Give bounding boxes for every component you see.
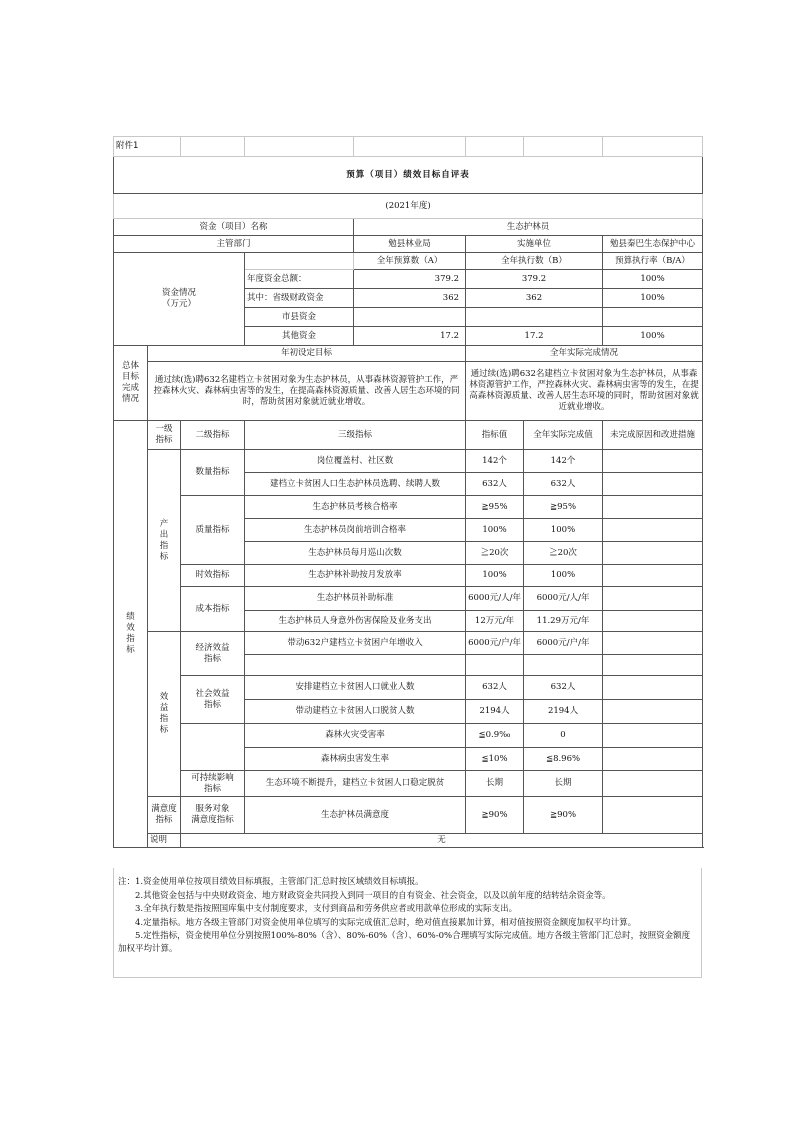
indicator-value: ≧95% <box>466 496 524 519</box>
indicator-name: 安排建档立卡贫困人口就业人数 <box>245 676 466 700</box>
indicator-name: 岗位覆盖村、社区数 <box>245 450 466 473</box>
indicator-actual: 6000元/户/年 <box>524 632 603 655</box>
ecological-indicator-label <box>181 724 245 771</box>
funds-row-name: 年度资金总额： <box>245 270 354 289</box>
level2-header: 二级指标 <box>181 421 245 450</box>
quality-indicator-label: 质量指标 <box>181 496 245 565</box>
indicator-actual: ≦8.96% <box>524 748 603 771</box>
indicator-value: 142个 <box>466 450 524 473</box>
overall-goal-label: 总体 目标 完成 情况 <box>114 346 148 421</box>
department-value: 勉县林业局 <box>354 236 466 253</box>
footnote: 4.定量指标。地方各级主管部门对资金使用单位填写的实际完成值汇总时，绝对值直接累加计算，相对值按照资金额度加权平均计算。 <box>118 917 637 928</box>
indicator-actual: 100% <box>524 519 603 542</box>
funds-row-name: 其他资金 <box>245 327 354 346</box>
execution-rate-column-header: 预算执行率（B/A） <box>603 253 703 270</box>
indicator-value: ≦0.9‰ <box>466 724 524 748</box>
quantity-indicator-label: 数量指标 <box>181 450 245 496</box>
page-title: 预算（项目）绩效目标自评表 <box>114 157 703 194</box>
evaluation-sheet <box>113 136 702 978</box>
sustainable-indicator-label: 可持续影响 指标 <box>181 771 245 797</box>
indicator-value: ≧20次 <box>466 542 524 565</box>
indicator-value-header: 指标值 <box>466 421 524 450</box>
funds-row-budget: 379.2 <box>354 270 466 289</box>
performance-indicators-label: 绩 效 指 标 <box>114 421 148 848</box>
funds-label: 资金情况 （万元） <box>114 253 245 346</box>
indicator-value: ≧90% <box>466 797 524 834</box>
indicator-value: 6000元/人/年 <box>466 587 524 611</box>
actual-completion-header: 全年实际完成情况 <box>466 346 703 362</box>
indicator-actual: 142个 <box>524 450 603 473</box>
funds-row-executed: 362 <box>466 289 603 308</box>
department-label: 主管部门 <box>114 236 354 253</box>
funds-row-rate: 100% <box>603 270 703 289</box>
funds-row-rate: 100% <box>603 289 703 308</box>
funds-row-rate: 100% <box>603 327 703 346</box>
implementing-unit-label: 实施单位 <box>466 236 603 253</box>
funds-row-name: 市县资金 <box>245 308 354 327</box>
service-satisfaction-label: 服务对象 满意度指标 <box>181 797 245 834</box>
indicator-actual: 6000元/人/年 <box>524 587 603 611</box>
indicator-name: 森林病虫害发生率 <box>245 748 466 771</box>
footnote: 2.其他资金包括与中央财政资金、地方财政资金共同投入到同一项目的自有资金、社会资金，以及以前年度的结转结余资金等。 <box>118 890 611 901</box>
indicator-actual: 632人 <box>524 473 603 496</box>
indicator-actual: 100% <box>524 565 603 587</box>
time-indicator-label: 时效指标 <box>181 565 245 587</box>
indicator-name: 森林火灾受害率 <box>245 724 466 748</box>
funds-row-budget <box>354 308 466 327</box>
indicator-actual: ≧20次 <box>524 542 603 565</box>
indicator-actual: 长期 <box>524 771 603 797</box>
indicator-actual: 11.29万元/年 <box>524 611 603 632</box>
funds-row-executed: 17.2 <box>466 327 603 346</box>
indicator-name: 生态护林补助按月发放率 <box>245 565 466 587</box>
project-name-label: 资金（项目）名称 <box>114 219 354 236</box>
indicator-actual: 2194人 <box>524 700 603 724</box>
economic-indicator-label: 经济效益 指标 <box>181 632 245 676</box>
indicator-value: 12万元/年 <box>466 611 524 632</box>
cost-indicator-label: 成本指标 <box>181 587 245 632</box>
indicator-name: 生态环境不断提升，建档立卡贫困人口稳定脱贫 <box>245 771 466 797</box>
footnote: 5.定性指标，资金使用单位分别按照100%-80%（含）、80%-60%（含）、60%-0%合理填写实际完成值。地方各级主管部门汇总时，按照资金额度加权平均计算。 <box>118 931 691 954</box>
indicator-value: 2194人 <box>466 700 524 724</box>
indicator-actual: ≧95% <box>524 496 603 519</box>
funds-row-name: 其中：省级财政资金 <box>245 289 354 308</box>
indicator-name: 生态护林员岗前培训合格率 <box>245 519 466 542</box>
budget-column-header: 全年预算数（A） <box>354 253 466 270</box>
indicator-value: 632人 <box>466 676 524 700</box>
effect-indicators-label: 效 益 指 标 <box>148 632 181 797</box>
remark-value: 无 <box>181 834 703 848</box>
funds-row-budget: 362 <box>354 289 466 308</box>
indicator-value: ≦10% <box>466 748 524 771</box>
level3-header: 三级指标 <box>245 421 466 450</box>
funds-row-executed: 379.2 <box>466 270 603 289</box>
executed-column-header: 全年执行数（B） <box>466 253 603 270</box>
social-indicator-label: 社会效益 指标 <box>181 676 245 724</box>
indicator-value: 632人 <box>466 473 524 496</box>
indicator-name: 生态护林员满意度 <box>245 797 466 834</box>
indicator-actual: 632人 <box>524 676 603 700</box>
satisfaction-indicators-label: 满意度 指标 <box>148 797 181 834</box>
footnote: 注：1.资金使用单位按项目绩效目标填报，主管部门汇总时按区域绩效目标填报。 <box>118 877 424 887</box>
actual-value-header: 全年实际完成值 <box>524 421 603 450</box>
funds-row-rate <box>603 308 703 327</box>
evaluation-table <box>113 136 703 848</box>
implementing-unit-value: 勉县秦巴生态保护中心 <box>603 236 703 253</box>
planned-goal-text: 通过续(选)聘632名建档立卡贫困对象为生态护林员，从事森林资源管护工作，严控森林火灾、森林病虫害等的发生，在提高森林资源质量、改善人居生态环境的同时，帮助贫困对象就近就业增收。 <box>148 362 466 421</box>
reason-header: 未完成原因和改进措施 <box>603 421 703 450</box>
indicator-name: 生态护林员人身意外伤害保险及业务支出 <box>245 611 466 632</box>
footnote: 3.全年执行数是指按照国库集中支付制度要求，支付到商品和劳务供应者或用款单位形成的实际支出。 <box>118 904 518 914</box>
funds-row-executed <box>466 308 603 327</box>
footnotes <box>113 868 702 978</box>
project-name-value: 生态护林员 <box>354 219 703 236</box>
indicator-value: 6000元/户/年 <box>466 632 524 655</box>
indicator-actual: ≧90% <box>524 797 603 834</box>
level1-header: 一级 指标 <box>148 421 181 450</box>
indicator-name: 建档立卡贫困人口生态护林员选聘、续聘人数 <box>245 473 466 496</box>
indicator-value: 100% <box>466 519 524 542</box>
indicator-actual: 0 <box>524 724 603 748</box>
attachment-label: 附件1 <box>114 137 181 157</box>
actual-completion-text: 通过续(选)聘632名建档立卡贫困对象为生态护林员，从事森林资源管护工作，严控森林火灾、森林病虫害等的发生，在提高森林资源质量、改善人居生态环境的同时，帮助贫困对象就近就业增收。 <box>466 362 703 421</box>
indicator-name: 生态护林员补助标准 <box>245 587 466 611</box>
indicator-name: 生态护林员每月巡山次数 <box>245 542 466 565</box>
indicator-value: 长期 <box>466 771 524 797</box>
indicator-name: 带动建档立卡贫困人口脱贫人数 <box>245 700 466 724</box>
remark-label: 说明 <box>148 834 181 848</box>
output-indicators-label: 产 出 指 标 <box>148 450 181 632</box>
planned-goal-header: 年初设定目标 <box>148 346 466 362</box>
indicator-value: 100% <box>466 565 524 587</box>
indicator-name: 带动632户建档立卡贫困户年增收入 <box>245 632 466 655</box>
funds-row-budget: 17.2 <box>354 327 466 346</box>
fiscal-year: (2021年度) <box>114 194 703 219</box>
indicator-name: 生态护林员考核合格率 <box>245 496 466 519</box>
